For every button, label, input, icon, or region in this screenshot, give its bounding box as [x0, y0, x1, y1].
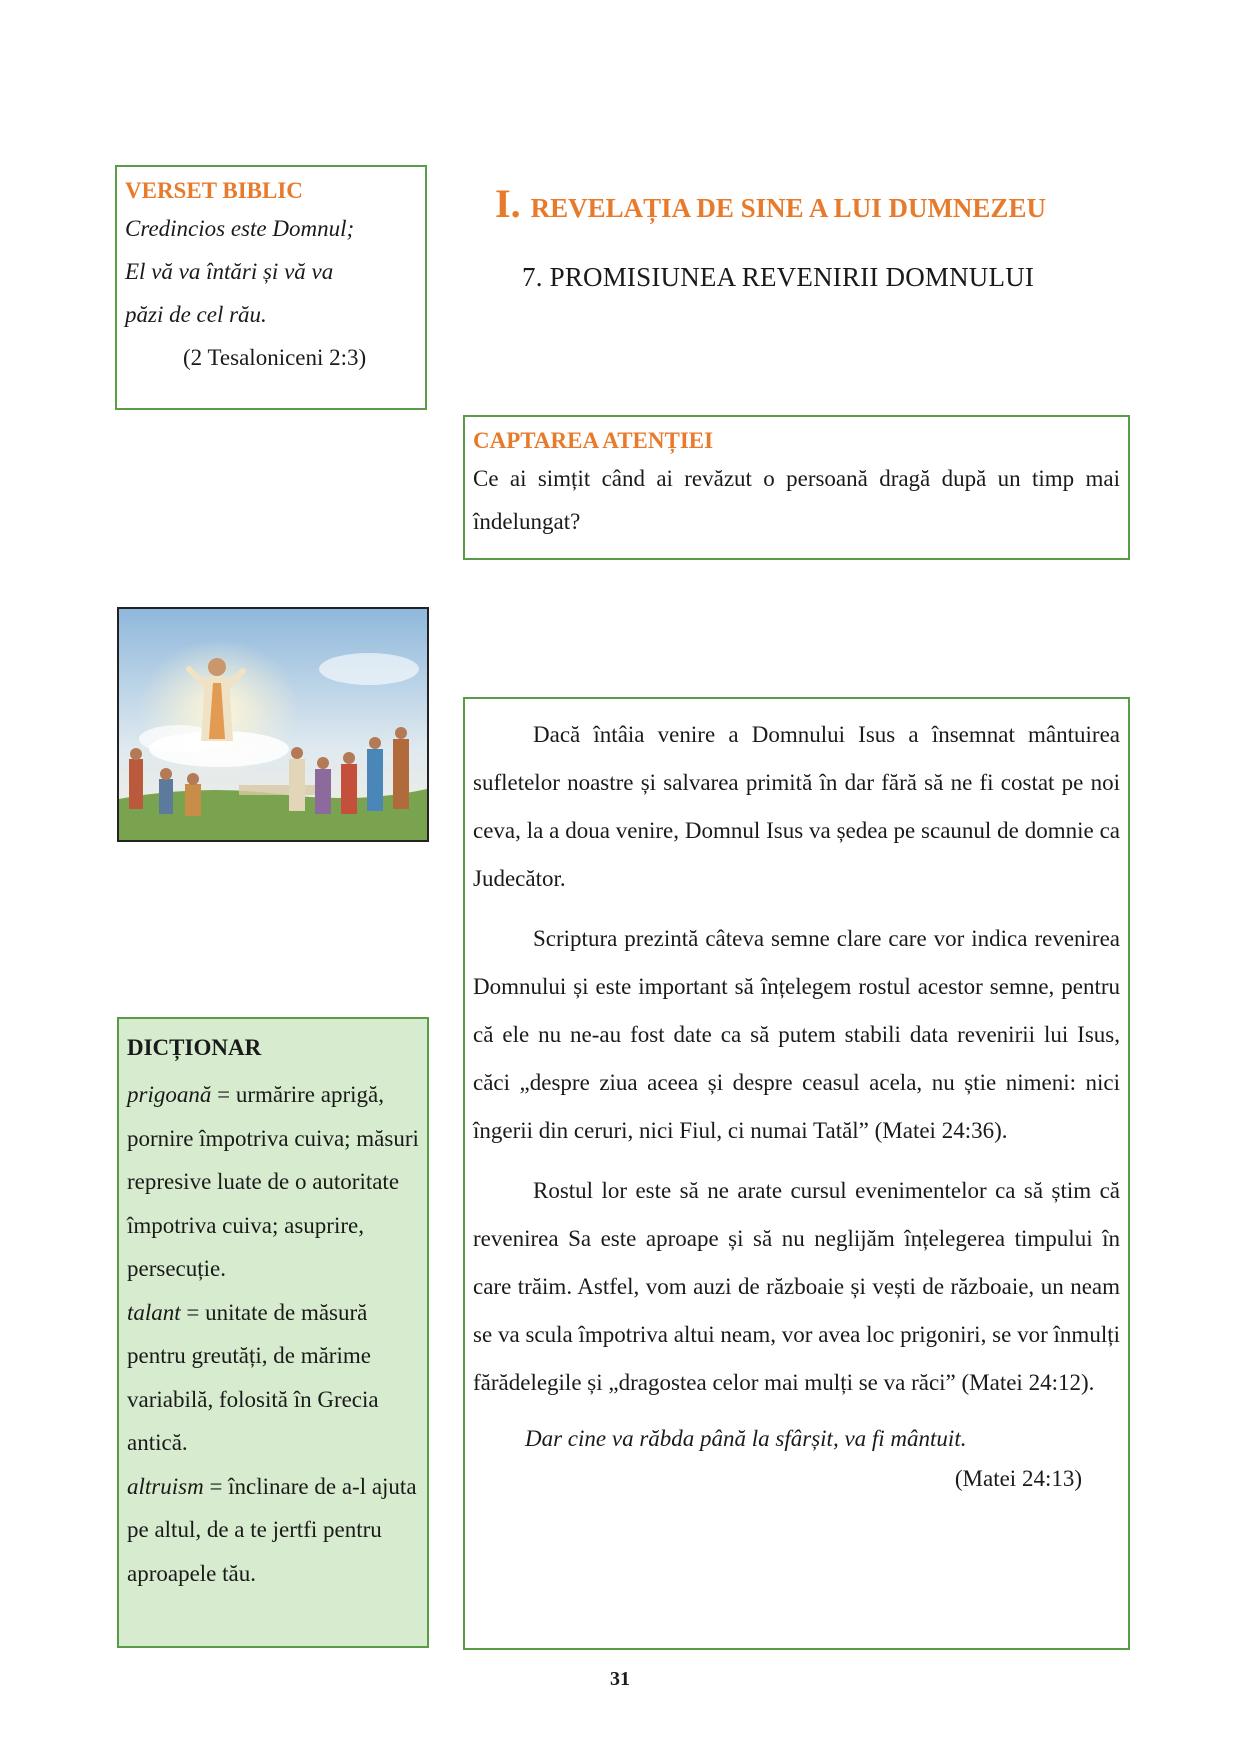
dictionary-definition: = unitate de măsură pentru greutăți, de mărime variabilă, folosită în Grecia antică. [127, 1299, 379, 1455]
lesson-paragraph: Dacă întâia venire a Domnului Isus a însemnat mântuirea sufletelor noastre și salvarea primită în dar fără să ne fi costat pe noi ceva, la a doua venire, Domnul Isus va ședea pe scaunul de domnie ca Judecător. [473, 722, 1120, 891]
lesson-paragraph: Scriptura prezintă câteva semne clare care vor indica revenirea Domnului și este important să înțelegem rostul acestor semne, pentru că ele nu ne-au fost date ca să putem stabili data revenirii lui Isus, căci „despre ziua aceea și despre ceasul acela, nu știe nimeni: nici îngerii din ceruri, nici Fiul, ci numai Tatăl” (Matei 24:36). [473, 926, 1120, 1143]
dictionary-definition: = urmărire aprigă, pornire împotriva cuiva; măsuri represive luate de o autoritate împotriva cuiva; asuprire, persecuție. [127, 1082, 419, 1281]
attention-box [463, 415, 1130, 560]
attention-question: Ce ai simțit când ai revăzut o persoană dragă după un timp mai îndelungat? [473, 466, 1120, 534]
chapter-heading [495, 180, 1115, 227]
dictionary-entry [127, 1465, 419, 1596]
dictionary-box [117, 1017, 429, 1648]
dictionary-term: prigoană [127, 1082, 212, 1107]
lesson-text-box [463, 697, 1130, 1650]
verse-line: păzi de cel rău. [125, 302, 267, 327]
verse-reference: (2 Tesaloniceni 2:3) [183, 345, 367, 370]
dictionary-title: DICȚIONAR [127, 1035, 262, 1060]
verse-title: VERSET BIBLIC [125, 178, 303, 203]
verse-line: Credincios este Domnul; [125, 216, 355, 241]
attention-title: CAPTAREA ATENȚIEI [473, 428, 714, 453]
page-number: 31 [610, 1668, 630, 1690]
chapter-title: REVELAȚIA DE SINE A LUI DUMNEZEU [530, 193, 1046, 223]
verse-box [115, 165, 427, 410]
closing-quote-reference: (Matei 24:13) [954, 1466, 1082, 1491]
lesson-paragraph: Rostul lor este să ne arate cursul evenimentelor ca să știm că revenirea Sa este aproape și să nu neglijăm înțelegerea timpului în care trăim. Astfel, vom auzi de războaie și vești de războaie, un neam se va scula împotriva altui neam, vor avea loc prigoniri, se vor înmulți fărădelegile și „dragostea celor mai mulți se va răci” (Matei 24:12). [473, 1178, 1120, 1395]
dictionary-entry [127, 1291, 419, 1465]
verse-line: El vă va întări și vă va [125, 259, 334, 284]
dictionary-term: talant [127, 1299, 181, 1325]
dictionary-entry [127, 1073, 419, 1291]
ascension-illustration [117, 607, 429, 842]
dictionary-term: altruism [127, 1473, 204, 1499]
lesson-title: 7. PROMISIUNEA REVENIRII DOMNULUI [522, 262, 1035, 292]
closing-quote: Dar cine va răbda până la sfârșit, va fi mântuit. [525, 1426, 967, 1451]
chapter-numeral: I. [495, 181, 521, 226]
dictionary-definition: = înclinare de a-l ajuta pe altul, de a te jertfi pentru aproapele tău. [127, 1473, 417, 1586]
